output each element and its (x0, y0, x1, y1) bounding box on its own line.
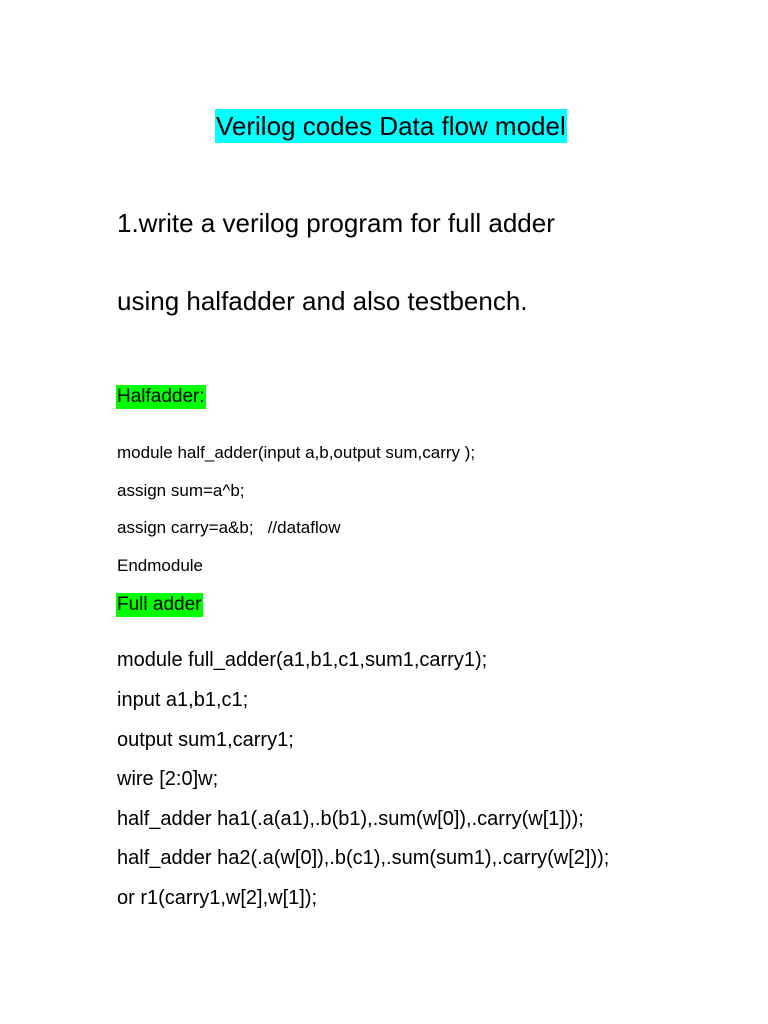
fulladder-code-line: wire [2:0]w; (117, 768, 219, 790)
halfadder-code-line: assign sum=a^b; (117, 481, 245, 500)
document-title: Verilog codes Data flow model (216, 111, 566, 141)
fulladder-section-label: Full adder (117, 594, 202, 615)
fulladder-code-line: output sum1,carry1; (117, 729, 294, 751)
question-line-1: 1.write a verilog program for full adder (117, 208, 555, 238)
fulladder-code-line: module full_adder(a1,b1,c1,sum1,carry1); (117, 649, 488, 671)
fulladder-code-line: or r1(carry1,w[2],w[1]); (117, 887, 318, 909)
halfadder-section-label: Halfadder: (117, 386, 205, 407)
fulladder-code-line: input a1,b1,c1; (117, 689, 249, 711)
question-line-2: using halfadder and also testbench. (117, 286, 528, 316)
fulladder-code-line: half_adder ha2(.a(w[0]),.b(c1),.sum(sum1),.carry(w[2])); (117, 847, 610, 869)
halfadder-code-line: module half_adder(input a,b,output sum,carry ); (117, 443, 476, 462)
halfadder-code-line: assign carry=a&b; //dataflow (117, 518, 341, 537)
fulladder-code-line: half_adder ha1(.a(a1),.b(b1),.sum(w[0]),.carry(w[1])); (117, 808, 584, 830)
halfadder-code-line: Endmodule (117, 556, 204, 575)
